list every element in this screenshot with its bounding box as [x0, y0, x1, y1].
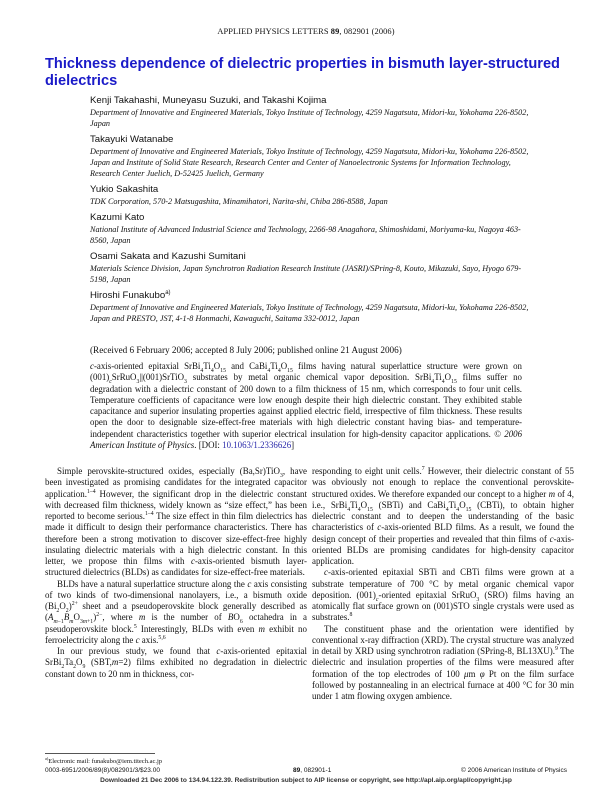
author-name: Hiroshi Funakubo: [90, 290, 166, 301]
author-names: Kazumi Kato: [90, 212, 145, 223]
download-notice: Downloaded 21 Dec 2006 to 134.94.122.39. Redistribution subject to AIP license or copyright, see http://apl.aip.org/apl/copyright.jsp: [100, 777, 512, 784]
footnote: [45, 755, 163, 765]
paper-title: Thickness dependence of dielectric properties in bismuth layer-structured dielectrics: [45, 56, 560, 89]
body-paragraph: The constituent phase and the orientation were identified by conventional x-ray diffraction (XRD). The crystal structure was analyzed in detail by XRD using synchrotron radiation (SPring-8, BL13XU).$^9$ The dielectric and insulation properties of the films were measured after formation of the top electrodes of 100 μm φ Pt on the film surface followed by postannealing in an electrical furnace at 400 °C for 30 min under 1 atm flowing oxygen ambience.: [312, 623, 574, 701]
affiliation: Department of Innovative and Engineered Materials, Tokyo Institute of Technology, 4259 Nagatsuta, Midori-ku, Yokohama 226-8502, Japan and Institute of Solid State Research, Research Center and Center of Nanoelectronic Systems for Information Technology, Research Center Juelich, D-52425 Juelich, Germany: [90, 147, 529, 178]
footnote-rule: [45, 753, 155, 754]
abstract: c-axis-oriented epitaxial $SrBi_4Ti_4O_{15}$ and $CaBi_4Ti_4O_{15}$ films having natural superlattice structure were grown on $(001)_cSrRuO_3||(001)SrTiO_3$ substrates by metal organic chemical vapor deposition. $SrBi_4Ti_4O_{15}$ films suffer no degradation with a dielectric constant of 200 down to a film thickness of 15 nm, which corresponds to four unit cells. Temperature coefficients of capacitance were low enough despite their high dielectric constant. They exhibited stable capacitance and superior insulating properties against applied electric field, irrespective of film thickness. These results open the door to designable size-effect-free materials with high dielectric constant having bias- and temperature-independent characteristics together with superior electrical insulation for high-density capacitor applications. © 2006 American Institute of Physics. [DOI: 10.1063/1.2336626]: [90, 361, 522, 451]
body-paragraph: responding to eight unit cells.$^7$ However, their dielectric constant of 55 was obviously not enough to replace the conventional perovskite-structured oxides. We therefore expanded our concept to a higher m of 4, i.e., $SrBi_4Ti_4O_{15}$ (SBTi) and $CaBi_4Ti_4O_{15}$ (CBTi), to obtain higher dielectric constant and to deepen the understanding of the basic characteristics of c-axis-oriented BLD films. As a result, we found the design concept of their properties and revealed that thin films of c-axis-oriented BLDs are promising candidates for high-density capacitor application.: [312, 466, 574, 566]
footer-page: [293, 767, 331, 774]
author-group: [90, 134, 530, 179]
author-group: [90, 184, 530, 207]
author-group: [90, 95, 530, 129]
affiliation: Department of Innovative and Engineered Materials, Tokyo Institute of Technology, 4259 Nagatsuta, Midori-ku, Yokohama 226-8502, Japan and PRESTO, JST, 4-1-8 Honmachi, Kawaguchi, Saitama 332-0012, Japan: [90, 303, 529, 323]
footer-copyright: © 2006 American Institute of Physics: [461, 767, 567, 774]
body-column-right: [312, 466, 574, 702]
author-group: [90, 290, 530, 324]
article-id: , 082901 (2006): [339, 27, 395, 36]
body-paragraph: Simple perovskite-structured oxides, especially (Ba,Sr)TiO$_3$, have been investigated as promising candidates for the integrated capacitor application.$^{1-4}$ However, the significant drop in the dielectric constant with decreased film thickness, widely known as “size effect,” has been reported to become serious.$^{1-4}$ The size effect in thin film dielectrics has made it difficult to design their performance characteristics. There has therefore been a strong motivation to discover size-effect-free highly insulating dielectric materials with a high dielectric constant. In this letter, we propose thin films with c-axis-oriented bismuth layer-structured dielectrics (BLDs) as candidates for size-effect-free materials.: [45, 466, 308, 578]
affiliation: TDK Corporation, 570-2 Matsugashita, Minamihatori, Narita-shi, Chiba 286-8588, Japan: [90, 197, 388, 206]
footer-volume: 89: [293, 767, 301, 774]
doi-label: [DOI:: [198, 440, 223, 451]
journal-name: APPLIED PHYSICS LETTERS: [217, 27, 329, 36]
author-names: Yukio Sakashita: [90, 184, 159, 195]
doi-link[interactable]: 10.1063/1.2336626: [222, 440, 292, 451]
body-paragraph: In our previous study, we found that c-axis-oriented epitaxial $SrBi_2Ta_2O_9$ (SBT,m=2) films exhibited no degradation in dielectric constant down to 20 nm in thickness, cor-: [45, 646, 308, 679]
running-head: [0, 27, 612, 36]
copyright-holder: 2006 American Institute of Physics: [90, 428, 522, 451]
footer-page-number: , 082901-1: [300, 767, 332, 774]
footer-code: 0003-6951/2006/89(8)/082901/3/$23.00: [45, 767, 160, 774]
author-group: [90, 251, 530, 285]
affiliation: Materials Science Division, Japan Synchrotron Radiation Research Institute (JASRI)/SPring-8, Kouto, Mikazuki, Sayo, Hyogo 679-5198, Japan: [90, 264, 522, 284]
doi-close: ]: [291, 440, 295, 451]
author-list: [90, 95, 530, 329]
body-column-left: [45, 466, 307, 680]
footnote-marker: a): [165, 289, 171, 296]
footnote-text: Electronic mail: funakubo@iem.titech.ac.jp: [48, 758, 163, 765]
body-paragraph: c-axis-oriented epitaxial SBTi and CBTi films were grown at a substrate temperature of 700 °C by metal organic chemical vapor deposition. $(001)_c$-oriented epitaxial SrRuO$_3$ (SRO) films having an atomically flat surface grown on (001)STO single crystals were used as substrates.$^8$: [312, 567, 574, 623]
received-dates: (Received 6 February 2006; accepted 8 July 2006; published online 21 August 2006): [90, 345, 402, 355]
author-names: Kenji Takahashi, Muneyasu Suzuki, and Takashi Kojima: [90, 95, 327, 106]
author-names: [90, 290, 530, 302]
author-names: Osami Sakata and Kazushi Sumitani: [90, 251, 246, 262]
author-group: [90, 212, 530, 246]
author-names: Takayuki Watanabe: [90, 134, 174, 145]
abstract-text: c-axis-oriented epitaxial $SrBi_4Ti_4O_{15}$ and $CaBi_4Ti_4O_{15}$ films having natural superlattice structure were grown on $(001)_cSrRuO_3||(001)SrTiO_3$ substrates by metal organic chemical vapor deposition. $SrBi_4Ti_4O_{15}$ films suffer no degradation with a dielectric constant of 200 down to a film thickness of 15 nm, which corresponds to four unit cells. Temperature coefficients of capacitance were low enough despite their high dielectric constant. They exhibited stable capacitance and superior insulating properties against applied electric field, irrespective of film thickness. These results open the door to designable size-effect-free materials with high dielectric constant having bias- and temperature-independent characteristics together with superior electrical insulation for high-density capacitor applications.: [90, 361, 522, 439]
affiliation: Department of Innovative and Engineered Materials, Tokyo Institute of Technology, 4259 Nagatsuta, Midori-ku, Yokohama 226-8502, Japan: [90, 108, 529, 128]
volume: 89: [330, 27, 340, 36]
affiliation: National Institute of Advanced Industrial Science and Technology, 2266-98 Anagahora, Shimoshidami, Moriyama-ku, Nagoya 463-8560, Japan: [90, 225, 521, 245]
body-paragraph: BLDs have a natural superlattice structure along the c axis consisting of two kinds of two-dimensional nanolayers, i.e., a bismuth oxide $(Bi_2O_2)^{2+}$ sheet and a pseudoperovskite block generally described as $(A_{m-1}B_mO_{3m+1})^{2-}$, where m is the number of $BO_6$ octahedra in a pseudoperovskite block.$^5$ Interestingly, BLDs with even m exhibit no ferroelectricity along the c axis.$^{5,6}$: [45, 578, 307, 645]
footnote-marker: a): [45, 755, 49, 761]
